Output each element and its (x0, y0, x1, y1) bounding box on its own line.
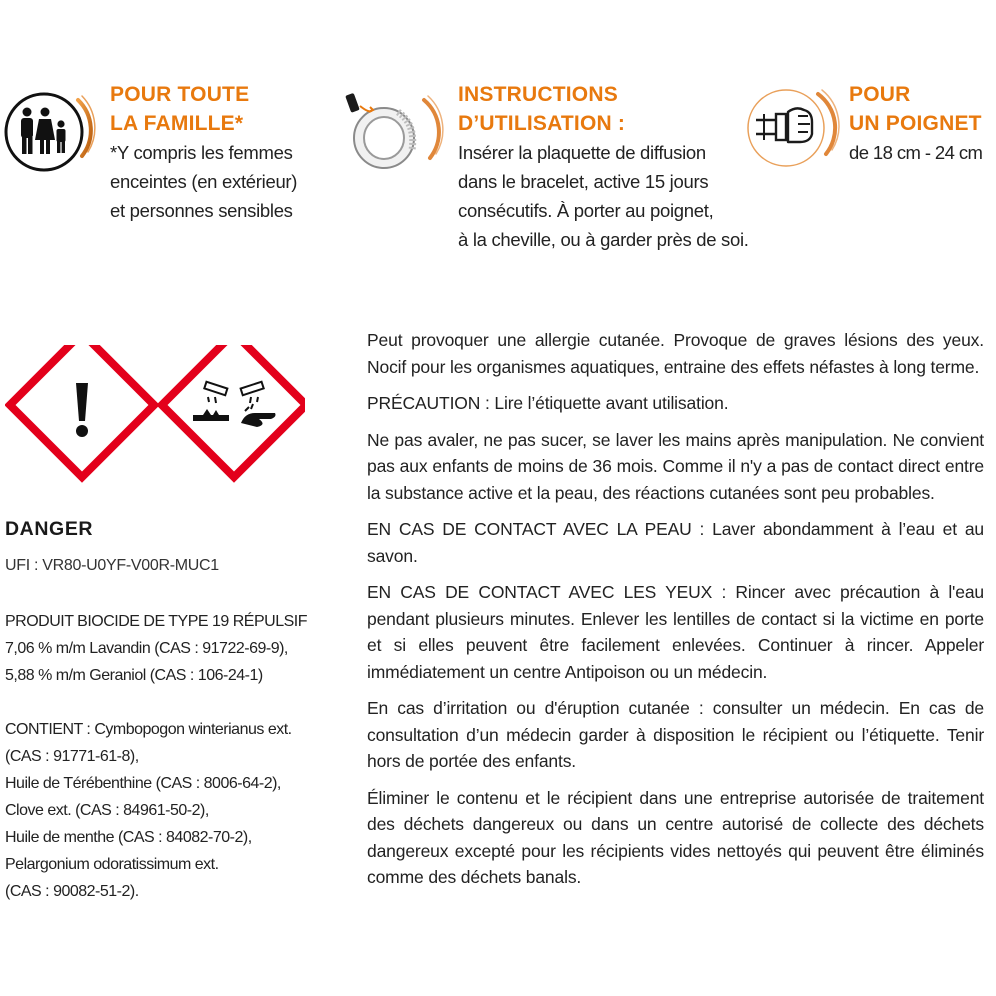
biocide-info: PRODUIT BIOCIDE DE TYPE 19 RÉPULSIF 7,06 % m/m Lavandin (CAS : 91722-69-9), 5,88 % m/m Geraniol (CAS : 106-24-1) (5, 613, 307, 684)
corrosion-pictogram (162, 345, 305, 477)
feature-wrist-heading: POUR UN POIGNET (849, 83, 982, 135)
feature-instructions-text: Insérer la plaquette de diffusion dans le bracelet, active 15 jours consécutifs. À porter au poignet, à la cheville, ou à garder près de soi. (458, 142, 749, 250)
skin-contact-statement: EN CAS DE CONTACT AVEC LA PEAU : Laver abondamment à l’eau et au savon. (367, 519, 984, 566)
family-icon (0, 82, 96, 178)
usage-warning: Ne pas avaler, ne pas sucer, se laver les mains après manipulation. Ne convient pas aux enfants de moins de 36 mois. Comme il n'y a pas de contact direct entre la substance active et la peau, des réactions cutanées sont peu probables. (367, 429, 984, 503)
precaution-statement: PRÉCAUTION : Lire l’étiquette avant utilisation. (367, 393, 729, 413)
ufi-code: UFI : VR80-U0YF-V00R-MUC1 (5, 557, 219, 574)
feature-instructions-heading: INSTRUCTIONS D’UTILISATION : (458, 83, 626, 135)
signal-word: DANGER (5, 518, 94, 540)
safety-statements (367, 327, 984, 901)
disposal-statement: Éliminer le contenu et le récipient dans une entreprise autorisée de traitement des déchets dangereux ou dans un centre autorisé de collecte des déchets dangereux excepté pour les récipients vides nettoyés qui peuvent être éliminés comme des déchets banals. (367, 787, 984, 887)
feature-family-text: *Y compris les femmes enceintes (en extérieur) et personnes sensibles (110, 142, 298, 221)
exclamation-mark-pictogram (10, 345, 154, 477)
hazard-pictograms (5, 345, 305, 505)
feature-wrist-text: de 18 cm - 24 cm (849, 142, 983, 163)
eye-contact-statement: EN CAS DE CONTACT AVEC LES YEUX : Rincer avec précaution à l'eau pendant plusieurs minutes. Enlever les lentilles de contact si la victime en porte et si elles peuvent être facilement enlevées. Continuer à rincer. Appeler immédiatement un centre Antipoison ou un médecin. (367, 582, 984, 682)
irritation-statement: En cas d’irritation ou d'éruption cutanée : consulter un médecin. En cas de consultation d’un médecin garder à disposition le récipient ou l’étiquette. Tenir hors de portée des enfants. (367, 698, 984, 771)
ingredients-list: CONTIENT : Cymbopogon winterianus ext. (CAS : 91771-61-8), Huile de Térébenthine (CAS : 8006-64-2), Clove ext. (CAS : 84961-50-2), Huile de menthe (CAS : 84082-70-2), Pelargonium odoratissimum ext. (CAS : 90082-51-2). (5, 721, 292, 900)
bracelet-refill-icon (340, 80, 444, 180)
hazard-statement: Peut provoquer une allergie cutanée. Provoque de graves lésions des yeux. Nocif pour les organismes aquatiques, entraine des effets néfastes à long terme. (367, 330, 984, 377)
feature-family-heading: POUR TOUTE LA FAMILLE* (110, 83, 250, 135)
wrist-measure-icon (742, 78, 842, 178)
